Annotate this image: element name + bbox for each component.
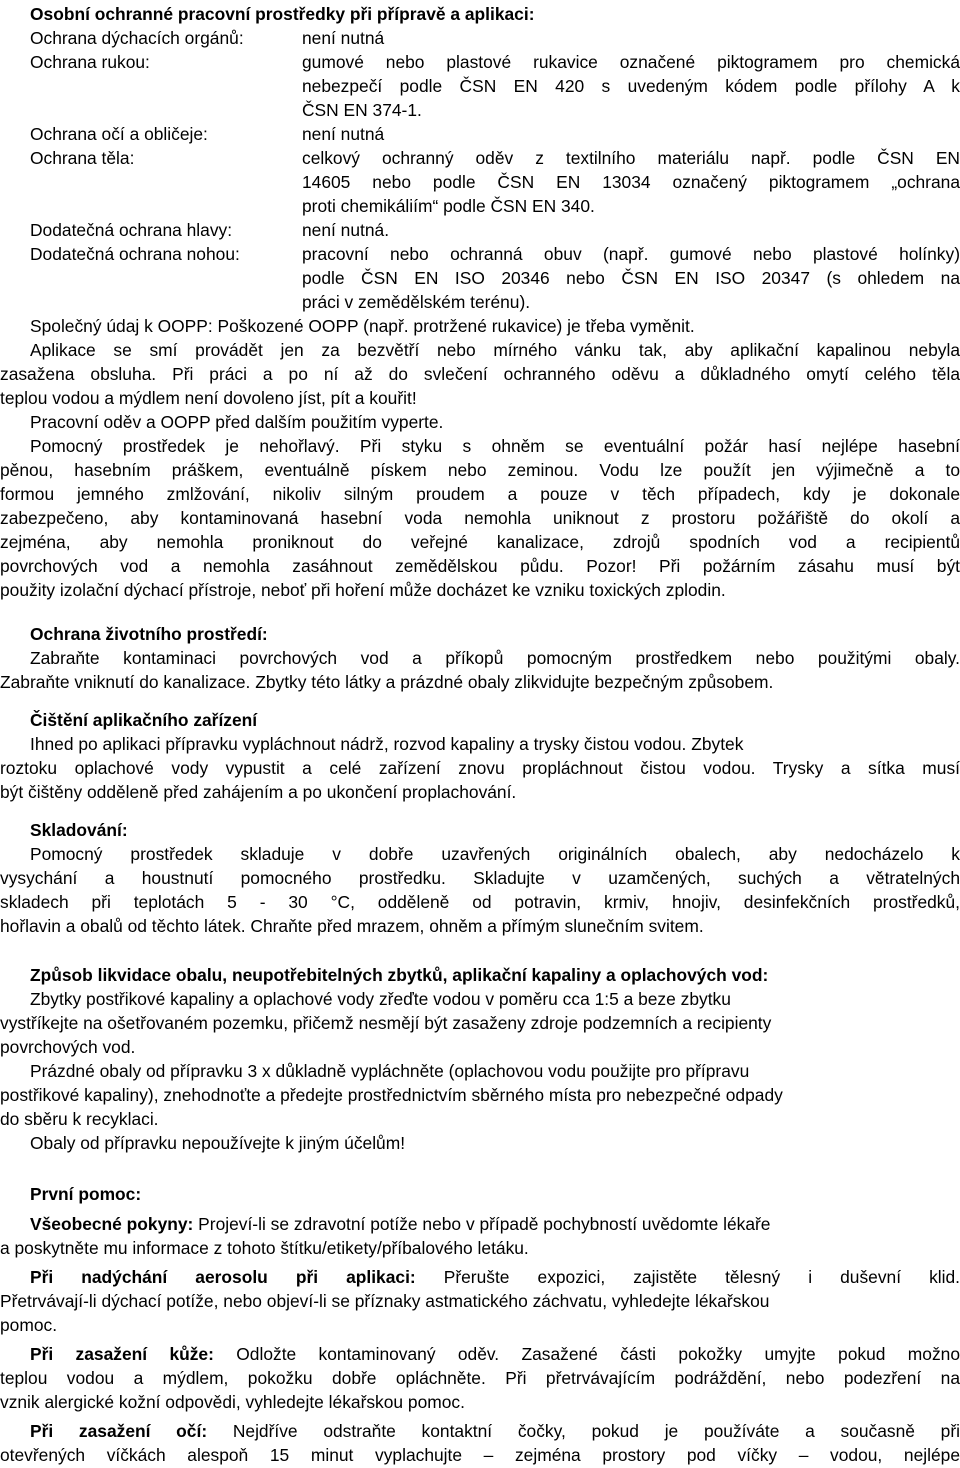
ppe-body-row-2 <box>0 170 960 194</box>
storage-line: Pomocný prostředek skladuje v dobře uzavřených originálních obalech, aby nedocházelo k <box>30 844 960 864</box>
body-value-line: 14605 nebo podle ČSN EN 13034 označený piktogramem „ochrana <box>302 172 960 192</box>
disposal-heading: Způsob likvidace obalu, neupotřebitelných zbytků, aplikační kapaliny a oplachových vod: <box>30 965 769 985</box>
fire-line: formou jemného zmlžování, nikoliv silným proudem a pouze v těch případech, kdy je dokonale <box>0 484 960 504</box>
hands-value-line: ČSN EN 374-1. <box>302 100 422 120</box>
ppe-hands-row <box>0 50 960 74</box>
eyes-label: Ochrana očí a obličeje: <box>30 124 208 144</box>
eyes-value: není nutná <box>302 124 385 144</box>
first-aid-general-2: a poskytněte mu informace z tohoto štítku/etikety/příbalového letáku. <box>0 1238 529 1258</box>
wash-note: Pracovní oděv a OOPP před dalším použitím vyperte. <box>30 412 444 432</box>
ppe-hands-row-2 <box>0 74 960 98</box>
ppe-respiratory-row <box>0 26 960 50</box>
ppe-feet-row <box>0 242 960 266</box>
storage-heading: Skladování: <box>30 820 128 840</box>
application-line: zasažena obsluha. Při práci a po ní až do svlečení ochranného oděvu a důkladného omytí celého těla <box>0 364 960 384</box>
first-aid-skin-2: teplou vodou a mýdlem, pokožku dobře opláchněte. Při přetrvávajícím podráždění, nebo podezření na <box>0 1368 960 1388</box>
first-aid-inhalation-2: Přetrvávají-li dýchací potíže, nebo objeví-li se příznaky astmatického záchvatu, vyhledejte lékařskou <box>0 1291 770 1311</box>
feet-value-line: práci v zemědělském terénu). <box>302 292 531 312</box>
first-aid-inhalation: Při nadýchání aerosolu při aplikaci: Přerušte expozici, zajistěte tělesný i duševní klid. <box>30 1267 960 1287</box>
cleaning-heading: Čištění aplikačního zařízení <box>30 710 258 730</box>
first-aid-inhalation-3: pomoc. <box>0 1315 58 1335</box>
respiratory-label: Ochrana dýchacích orgánů: <box>30 28 244 48</box>
body-value-line: proti chemikáliím“ podle ČSN EN 340. <box>302 196 595 216</box>
hands-value-line: nebezpečí podle ČSN EN 420 s uvedeným kódem podle přílohy A k <box>302 76 960 96</box>
fire-line: povrchových vod a nemohla zasáhnout zemědělskou půdu. Pozor! Při požárním zásahu musí být <box>0 556 960 576</box>
first-aid-skin-3: vznik alergické kožní odpovědi, vyhledejte lékařskou pomoc. <box>0 1392 465 1412</box>
body-label: Ochrana těla: <box>30 148 135 168</box>
ppe-eyes-row <box>0 122 960 146</box>
fire-line: zabezpečeno, aby kontaminovaná hasební voda nemohla uniknout z prostoru požářiště do okolí a <box>0 508 960 528</box>
application-line: teplou vodou a mýdlem není dovoleno jíst, pít a kouřit! <box>0 388 417 408</box>
storage-line: skladech při teplotách 5 - 30 °C, odděleně od potravin, krmiv, hnojiv, desinfekčních prostředků, <box>0 892 960 912</box>
head-value: není nutná. <box>302 220 390 240</box>
storage-line: vysychání a houstnutí pomocného prostředku. Skladujte v uzamčených, suchých a větratelných <box>0 868 960 888</box>
storage-line: hořlavin a obalů od těchto látek. Chraňte před mrazem, ohněm a přímým slunečním svitem. <box>0 916 704 936</box>
ppe-body-row <box>0 146 960 170</box>
first-aid-skin: Při zasažení kůže: Odložte kontaminovaný oděv. Zasažené části pokožky umyjte pokud možno <box>30 1344 960 1364</box>
ppe-hands-row-3 <box>0 98 960 122</box>
ppe-body-row-3 <box>0 194 960 218</box>
ppe-feet-row-2 <box>0 266 960 290</box>
hands-value-line: gumové nebo plastové rukavice označené piktogramem pro chemická <box>302 52 960 72</box>
hands-label: Ochrana rukou: <box>30 52 150 72</box>
head-label: Dodatečná ochrana hlavy: <box>30 220 233 240</box>
first-aid-eyes: Při zasažení očí: Nejdříve odstraňte kontaktní čočky, pokud je používáte a současně při <box>30 1421 960 1441</box>
environment-heading: Ochrana životního prostředí: <box>30 624 268 644</box>
cleaning-line: roztoku oplachové vody vypustit a celé zařízení znovu propláchnout čistou vodou. Trysky a sítka musí <box>0 758 960 778</box>
disposal-line: povrchových vod. <box>0 1037 136 1057</box>
feet-value-line: pracovní nebo ochranná obuv (např. gumové nebo plastové holínky) <box>302 244 960 264</box>
fire-line: použity izolační dýchací přístroje, neboť při hoření může docházet ke vzniku toxických zplodin. <box>0 580 726 600</box>
disposal-line: postřikové kapaliny), znehodnoťte a předejte prostřednictvím sběrného místa pro nebezpečné odpady <box>0 1085 783 1105</box>
first-aid-eyes-2: otevřených víčkách alespoň 15 minut vyplachujte – zejména prostory pod víčky – vodou, nejlépe <box>0 1445 960 1465</box>
feet-label: Dodatečná ochrana nohou: <box>30 244 240 264</box>
disposal-line: do sběru k recyklaci. <box>0 1109 159 1129</box>
first-aid-heading: První pomoc: <box>30 1184 142 1204</box>
body-value-line: celkový ochranný oděv z textilního materiálu např. podle ČSN EN <box>302 148 960 168</box>
fire-line: Pomocný prostředek je nehořlavý. Při styku s ohněm se eventuální požár hasí nejlépe hasební <box>30 436 960 456</box>
ppe-common-note: Společný údaj k OOPP: Poškozené OOPP (např. protržené rukavice) je třeba vyměnit. <box>30 316 695 336</box>
cleaning-line: být čištěny odděleně před zahájením a po ukončení proplachování. <box>0 782 517 802</box>
ppe-feet-row-3 <box>0 290 960 314</box>
disposal-line: Prázdné obaly od přípravku 3 x důkladně vypláchněte (oplachovou vodu použijte pro přípravu <box>30 1061 750 1081</box>
environment-line: Zabraňte vniknutí do kanalizace. Zbytky této látky a prázdné obaly zlikvidujte bezpečným způsobem. <box>0 672 774 692</box>
disposal-line: Zbytky postřikové kapaliny a oplachové vody zřeďte vodou v poměru cca 1:5 a beze zbytku <box>30 989 731 1009</box>
ppe-title: Osobní ochranné pracovní prostředky při přípravě a aplikaci: <box>30 4 535 24</box>
feet-value-line: podle ČSN EN ISO 20346 nebo ČSN EN ISO 20347 (s ohledem na <box>302 268 960 288</box>
respiratory-value: není nutná <box>302 28 385 48</box>
disposal-line: Obaly od přípravku nepoužívejte k jiným účelům! <box>30 1133 406 1153</box>
fire-line: zejména, aby nemohla proniknout do veřejné kanalizace, zdrojů spodních vod a recipientů <box>0 532 960 552</box>
fire-line: pěnou, hasebním práškem, eventuálně pískem nebo zeminou. Vodu lze použít jen výjimečně a to <box>0 460 960 480</box>
environment-line: Zabraňte kontaminaci povrchových vod a příkopů pomocným prostředkem nebo použitými obaly. <box>30 648 960 668</box>
cleaning-line: Ihned po aplikaci přípravku vypláchnout nádrž, rozvod kapaliny a trysky čistou vodou. Zbytek <box>30 734 744 754</box>
application-line: Aplikace se smí provádět jen za bezvětří nebo mírného vánku tak, aby aplikační kapalinou nebyla <box>30 340 960 360</box>
disposal-line: vystříkejte na ošetřovaném pozemku, přičemž nesmějí být zasaženy zdroje podzemních a recipienty <box>0 1013 772 1033</box>
first-aid-general: Všeobecné pokyny: Projeví-li se zdravotní potíže nebo v případě pochybností uvědomte lékaře <box>30 1214 771 1234</box>
ppe-head-row <box>0 218 960 242</box>
